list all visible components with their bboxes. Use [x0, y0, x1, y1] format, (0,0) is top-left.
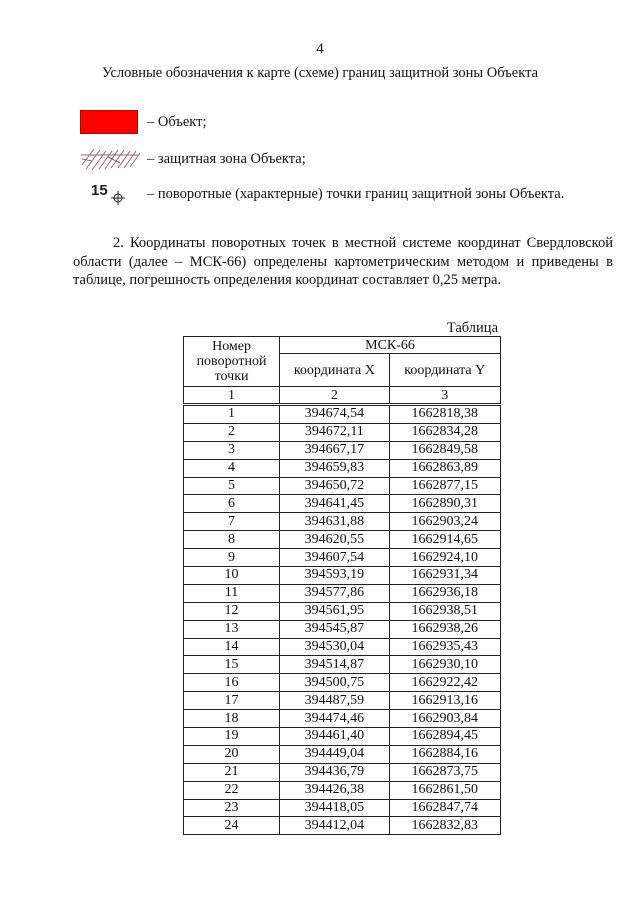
- header-x: координата X: [280, 354, 389, 387]
- y-coordinate-cell: 1662890,31: [389, 495, 500, 513]
- x-coordinate-cell: 394449,04: [280, 745, 389, 763]
- x-coordinate-cell: 394514,87: [280, 656, 389, 674]
- legend-object-label: – Объект;: [147, 113, 207, 130]
- zone-hatch-icon: [80, 145, 142, 173]
- x-coordinate-cell: 394674,54: [280, 405, 389, 424]
- y-coordinate-cell: 1662832,83: [389, 817, 500, 835]
- y-coordinate-cell: 1662884,16: [389, 745, 500, 763]
- column-number: 3: [389, 387, 500, 405]
- y-coordinate-cell: 1662903,24: [389, 513, 500, 531]
- table-row: [184, 781, 501, 799]
- y-coordinate-cell: 1662924,10: [389, 549, 500, 567]
- point-number-sample: 15: [91, 182, 108, 199]
- point-number-cell: 16: [184, 674, 280, 692]
- point-number-cell: 11: [184, 584, 280, 602]
- point-number-cell: 21: [184, 763, 280, 781]
- x-coordinate-cell: 394561,95: [280, 602, 389, 620]
- point-number-cell: 9: [184, 549, 280, 567]
- y-coordinate-cell: 1662914,65: [389, 531, 500, 549]
- table-row: [184, 710, 501, 728]
- y-coordinate-cell: 1662873,75: [389, 763, 500, 781]
- table-row: [184, 549, 501, 567]
- coordinates-table-body: [184, 405, 501, 835]
- point-number-cell: 1: [184, 405, 280, 424]
- table-row: [184, 584, 501, 602]
- y-coordinate-cell: 1662849,58: [389, 441, 500, 459]
- table-row: [184, 692, 501, 710]
- y-coordinate-cell: 1662861,50: [389, 781, 500, 799]
- table-row: [184, 423, 501, 441]
- table-row: [184, 745, 501, 763]
- table-row: [184, 513, 501, 531]
- coordinates-table: [183, 336, 501, 835]
- table-row: [184, 441, 501, 459]
- x-coordinate-cell: 394500,75: [280, 674, 389, 692]
- turning-point-symbol: [91, 182, 141, 208]
- x-coordinate-cell: 394650,72: [280, 477, 389, 495]
- point-number-cell: 5: [184, 477, 280, 495]
- y-coordinate-cell: 1662877,15: [389, 477, 500, 495]
- point-number-cell: 20: [184, 745, 280, 763]
- x-coordinate-cell: 394412,04: [280, 817, 389, 835]
- header-coordinate-system: МСК-66: [280, 337, 501, 354]
- crosshair-icon: [111, 191, 125, 205]
- x-coordinate-cell: 394418,05: [280, 799, 389, 817]
- x-coordinate-cell: 394426,38: [280, 781, 389, 799]
- x-coordinate-cell: 394641,45: [280, 495, 389, 513]
- table-row: [184, 531, 501, 549]
- point-number-cell: 17: [184, 692, 280, 710]
- table-row: [184, 817, 501, 835]
- y-coordinate-cell: 1662935,43: [389, 638, 500, 656]
- legend-zone-label: – защитная зона Объекта;: [147, 150, 306, 167]
- point-number-cell: 2: [184, 423, 280, 441]
- point-number-cell: 14: [184, 638, 280, 656]
- table-row: [184, 674, 501, 692]
- table-row: [184, 728, 501, 746]
- point-number-cell: 19: [184, 728, 280, 746]
- point-number-cell: 23: [184, 799, 280, 817]
- point-number-cell: 24: [184, 817, 280, 835]
- x-coordinate-cell: 394461,40: [280, 728, 389, 746]
- x-coordinate-cell: 394487,59: [280, 692, 389, 710]
- point-number-cell: 3: [184, 441, 280, 459]
- x-coordinate-cell: 394436,79: [280, 763, 389, 781]
- y-coordinate-cell: 1662938,26: [389, 620, 500, 638]
- y-coordinate-cell: 1662834,28: [389, 423, 500, 441]
- point-number-cell: 15: [184, 656, 280, 674]
- x-coordinate-cell: 394631,88: [280, 513, 389, 531]
- point-number-cell: 4: [184, 459, 280, 477]
- x-coordinate-cell: 394659,83: [280, 459, 389, 477]
- legend-points-row: [80, 182, 564, 206]
- point-number-cell: 12: [184, 602, 280, 620]
- table-caption: Таблица: [446, 320, 498, 336]
- x-coordinate-cell: 394607,54: [280, 549, 389, 567]
- header-y: координата Y: [389, 354, 500, 387]
- point-number-cell: 13: [184, 620, 280, 638]
- x-coordinate-cell: 394577,86: [280, 584, 389, 602]
- y-coordinate-cell: 1662894,45: [389, 728, 500, 746]
- point-number-cell: 10: [184, 567, 280, 585]
- point-number-cell: 7: [184, 513, 280, 531]
- y-coordinate-cell: 1662913,16: [389, 692, 500, 710]
- page-number: 4: [316, 41, 324, 57]
- table-row: [184, 620, 501, 638]
- column-number: 1: [184, 387, 280, 405]
- y-coordinate-cell: 1662922,42: [389, 674, 500, 692]
- table-row: [184, 602, 501, 620]
- point-number-cell: 6: [184, 495, 280, 513]
- y-coordinate-cell: 1662938,51: [389, 602, 500, 620]
- y-coordinate-cell: 1662903,84: [389, 710, 500, 728]
- point-number-cell: 22: [184, 781, 280, 799]
- column-number: 2: [280, 387, 389, 405]
- y-coordinate-cell: 1662863,89: [389, 459, 500, 477]
- x-coordinate-cell: 394672,11: [280, 423, 389, 441]
- x-coordinate-cell: 394593,19: [280, 567, 389, 585]
- table-row: [184, 495, 501, 513]
- object-swatch: [80, 110, 138, 134]
- table-row: [184, 638, 501, 656]
- table-row: [184, 477, 501, 495]
- x-coordinate-cell: 394667,17: [280, 441, 389, 459]
- legend-points-label: – поворотные (характерные) точки границ защитной зоны Объекта.: [147, 185, 565, 202]
- table-row: [184, 799, 501, 817]
- table-row: [184, 459, 501, 477]
- table-row: [184, 567, 501, 585]
- x-coordinate-cell: 394530,04: [280, 638, 389, 656]
- x-coordinate-cell: 394545,87: [280, 620, 389, 638]
- table-row: [184, 763, 501, 781]
- legend-zone-row: [80, 147, 306, 171]
- point-number-cell: 8: [184, 531, 280, 549]
- legend-object-row: [80, 110, 207, 134]
- table-row: [184, 656, 501, 674]
- coordinates-paragraph: 2. Координаты поворотных точек в местной системе координат Свердловской области (далее – МСК-66) определены картометрическим методом и приведены в таблице, погрешность определения координат составляет 0,25 метра.: [73, 235, 613, 288]
- y-coordinate-cell: 1662847,74: [389, 799, 500, 817]
- y-coordinate-cell: 1662936,18: [389, 584, 500, 602]
- legend-heading: Условные обозначения к карте (схеме) границ защитной зоны Объекта: [101, 65, 539, 81]
- header-point-number: Номер поворотной точки: [184, 337, 280, 387]
- y-coordinate-cell: 1662818,38: [389, 405, 500, 424]
- point-number-cell: 18: [184, 710, 280, 728]
- x-coordinate-cell: 394620,55: [280, 531, 389, 549]
- table-row: [184, 405, 501, 424]
- y-coordinate-cell: 1662931,34: [389, 567, 500, 585]
- x-coordinate-cell: 394474,46: [280, 710, 389, 728]
- y-coordinate-cell: 1662930,10: [389, 656, 500, 674]
